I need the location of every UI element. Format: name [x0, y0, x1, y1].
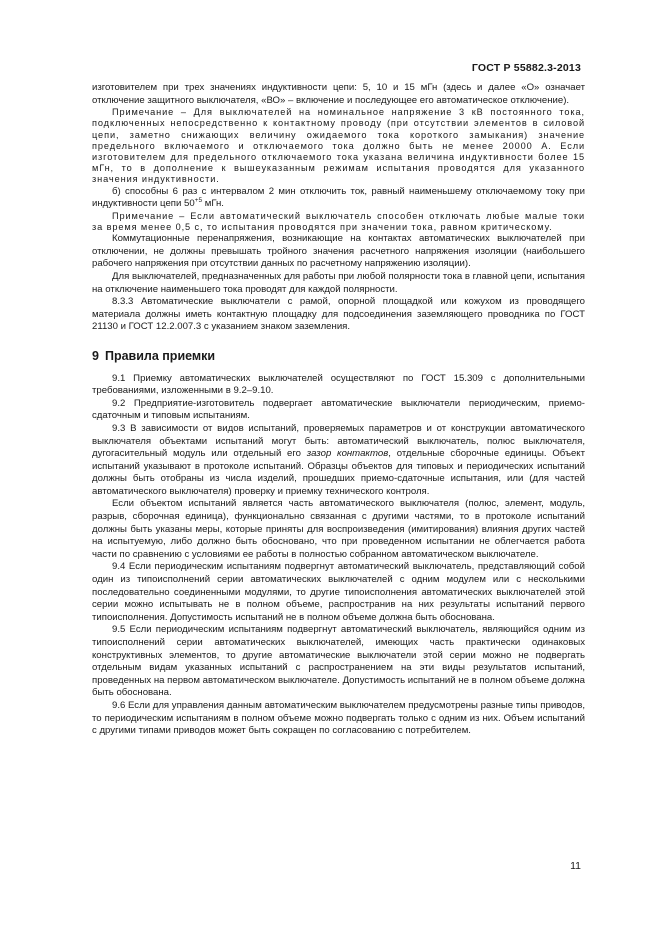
- paragraph-8-3-3: 8.3.3 Автоматические выключатели с рамой, опорной площадкой или кожухом из проводящего материала должны иметь контактную площадку для подсоединения заземляющего проводника по ГОСТ 21130 и ГОСТ 12.2.007.3 с указанием знаком заземления.: [92, 296, 585, 333]
- note-2: Примечание – Если автоматический выключатель способен отключать любые малые токи за время менее 0,5 с, то испытания проводятся при значении тока, равном критическому.: [92, 210, 585, 232]
- item-b-superscript: +5: [194, 197, 203, 205]
- section-title: Правила приемки: [104, 348, 216, 363]
- paragraph-9-1: 9.1 Приемку автоматических выключателей осуществляют по ГОСТ 15.309 с дополнительными требованиями, изложенными в 9.2–9.10.: [92, 372, 585, 397]
- paragraph-9-4: 9.4 Если периодическим испытаниям подвергнут автоматический выключатель, представляющий собой один из типоисполнений серии автоматических выключателей с одним модулем или с несколькими последовательно соединенными модулями, то другие типоисполнения автоматических выключателей этой серии можно испытывать не в полном объеме, распространив на них результаты испытаний первого типоисполнения. Допустимость испытаний не в полном объеме должна быть обоснована.: [92, 561, 585, 623]
- paragraph-9-5: 9.5 Если периодическим испытаниям подвергнут автоматический выключатель, являющийся одним из типоисполнений серии автоматических выключателей, имеющих часть практически одинаковых конструктивных элементов, то другие автоматические выключатели этой серии можно не подвергать отдельным видам указанных испытаний с распространением на эти виды результатов испытаний, проведенных на первом автоматическом выключателе. Допустимость испытаний не в полном объеме должна быть обоснована.: [92, 624, 585, 699]
- section-number: 9: [92, 348, 99, 363]
- paragraph-9-3: [92, 423, 585, 499]
- paragraph-9-2: 9.2 Предприятие-изготовитель подвергает автоматические выключатели периодическим, приемо-сдаточным и типовым испытаниям.: [92, 397, 585, 422]
- p93-emphasis: зазор контактов: [306, 448, 389, 460]
- paragraph-continuation: изготовителем при трех значениях индуктивности цепи: 5, 10 и 15 мГн (здесь и далее «О» означает отключение защитного выключателя, «ВО» – включение и последующее его автоматическое отключение).: [92, 82, 585, 106]
- paragraph-9-6: 9.6 Если для управления данным автоматическим выключателем предусмотрены разные типы приводов, то периодическим испытаниям в полном объеме можно подвергать только с одним из них. Объем испытаний с другими типами приводов может быть сокращен по согласованию с потребителем.: [92, 699, 585, 737]
- paragraph-9-3-object: Если объектом испытаний является часть автоматического выключателя (полюс, элемент, модуль, разрыв, сборочная единица), функционально связанная с другими частями, то в протоколе испытаний должны быть указаны меры, которые приняты для воспроизведения (имитирования) влияния других частей на испытуемую, либо должно быть обосновано, что при проведенном испытании не облегчается работа части по сравнению с условиями ее работы в полностью собранном автоматическом выключателе.: [92, 498, 585, 560]
- section-heading: [92, 350, 585, 363]
- p93-part-a: 9.3 В зависимости от видов испытаний, проверяемых параметров и от конструкции автоматического выключателя объектами испытаний могут быть: автоматический выключатель, полюс выключателя, дугогасительный модуль или отдельный его: [92, 422, 585, 460]
- item-b-unit: мГн.: [202, 198, 224, 210]
- note-1: Примечание – Для выключателей на номинальное напряжение 3 кВ постоянного тока, подключенных непосредственно к контактному проводу (при отсутствии элементов в силовой цепи, заметно снижающих величину ожидаемого тока короткого замыкания) значение предельного включаемого и отключаемого тока должно быть не менее 20000 А. Если изготовителем для предельного отключаемого тока указана величина индуктивности более 15 мГн, то в дополнение к вышеуказанным режимам испытания проводятся для указанного значения индуктивности.: [92, 107, 585, 185]
- paragraph-item-b: [92, 186, 585, 211]
- item-b-text: б) способны 6 раз с интервалом 2 мин отключить ток, равный наименьшему отключаемому току при индуктивности цепи 50: [92, 185, 585, 210]
- paragraph-overvoltage: Коммутационные перенапряжения, возникающие на контактах автоматических выключателей при отключении, не должны превышать тройного значения расчетного напряжения изоляции (наибольшего рабочего напряжения при отсутствии данных по расчетному напряжению изоляции).: [92, 233, 585, 270]
- document-body: [92, 82, 585, 738]
- document-header: ГОСТ Р 55882.3-2013: [471, 62, 581, 74]
- p93-part-b: , отдельные сборочные единицы. Объект испытаний указывают в протоколе испытаний. Образцы объектов для типовых и периодических испытаний должны быть отобраны из числа изделий, прошедших приемо-сдаточные испытания, или (для частей автоматического выключателя) проверку и приемку технического контроля.: [92, 448, 585, 497]
- paragraph-polarity: Для выключателей, предназначенных для работы при любой полярности тока в главной цепи, испытания на отключение наименьшего тока проводят для каждой полярности.: [92, 270, 585, 295]
- page-number: 11: [570, 860, 581, 872]
